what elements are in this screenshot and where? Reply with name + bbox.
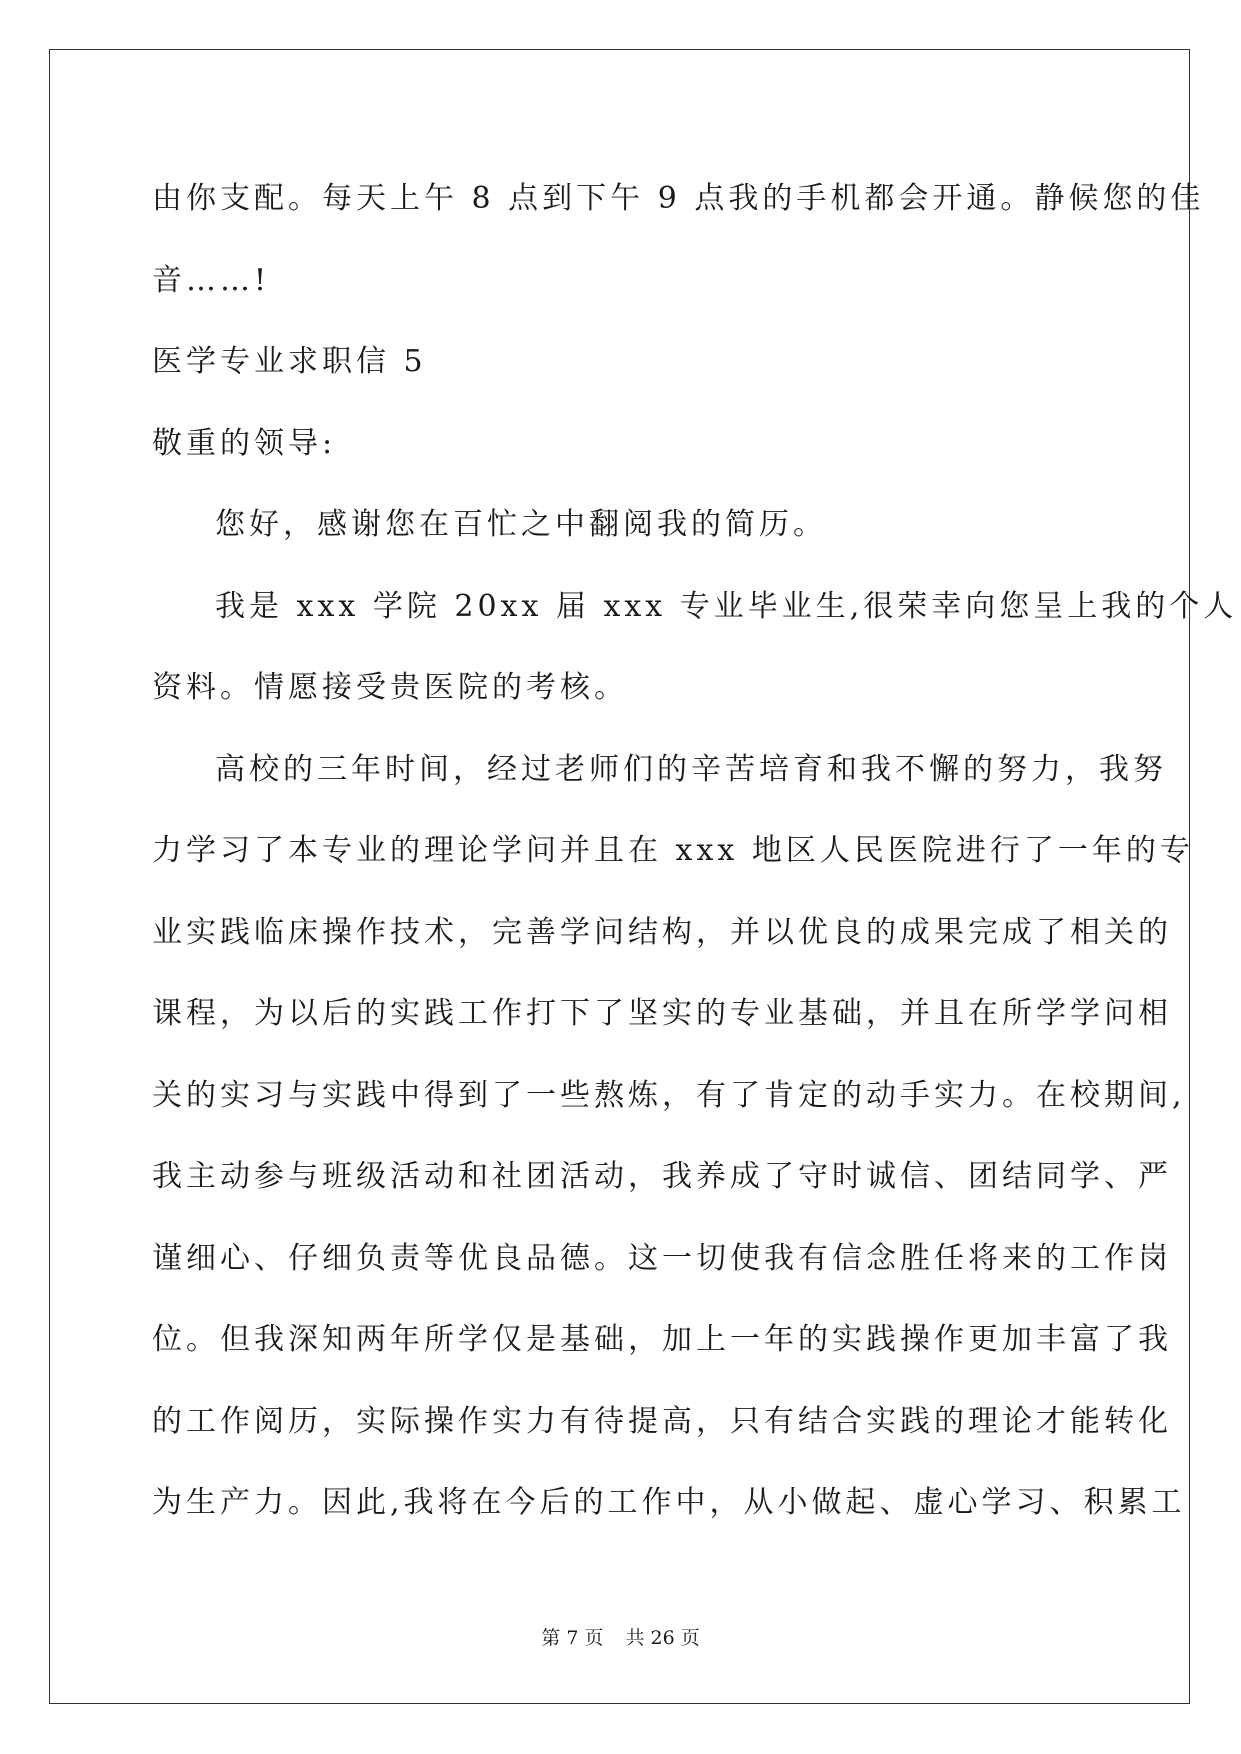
- salutation: 敬重的领导:: [152, 425, 337, 461]
- text-line-2: 音……!: [152, 262, 271, 298]
- text-line-16: 的工作阅历，实际操作实力有待提高，只有结合实践的理论才能转化: [152, 1403, 1172, 1439]
- text-line-15: 位。但我深知两年所学仅是基础，加上一年的实践操作更加丰富了我: [152, 1322, 1172, 1357]
- text-line-17: 为生产力。因此,我将在今后的工作中，从小做起、虚心学习、积累工: [152, 1485, 1186, 1520]
- text-line-6: 我是 xxx 学院 20xx 届 xxx 专业毕业生,很荣幸向您呈上我的个人: [215, 588, 1238, 624]
- text-line-13: 我主动参与班级活动和社团活动，我养成了守时诚信、团结同学、严: [152, 1159, 1172, 1194]
- text-line-11: 课程，为以后的实践工作打下了坚实的专业基础，并且在所学学问相: [152, 996, 1172, 1031]
- text-line-9: 力学习了本专业的理论学问并且在 xxx 地区人民医院进行了一年的专: [152, 833, 1194, 868]
- text-line-10: 业实践临床操作技术，完善学问结构，并以优良的成果完成了相关的: [152, 914, 1172, 950]
- section-heading: 医学专业求职信 5: [152, 344, 427, 379]
- text-line-7: 资料。情愿接受贵医院的考核。: [152, 670, 628, 705]
- document-body: [152, 158, 1238, 1544]
- text-line-14: 谨细心、仔细负责等优良品德。这一切使我有信念胜任将来的工作岗: [152, 1240, 1172, 1276]
- text-line-5: 您好，感谢您在百忙之中翻阅我的简历。: [215, 507, 827, 542]
- page-number: 第 7 页: [541, 1627, 604, 1649]
- text-line-1: 由你支配。每天上午 8 点到下午 9 点我的手机都会开通。静候您的佳: [152, 181, 1205, 216]
- page-footer: [0, 1626, 1241, 1650]
- text-line-8: 高校的三年时间，经过老师们的辛苦培育和我不懈的努力，我努: [215, 751, 1167, 787]
- text-line-12: 关的实习与实践中得到了一些熬炼，有了肯定的动手实力。在校期间,: [152, 1077, 1186, 1113]
- page-total: 共 26 页: [625, 1627, 700, 1649]
